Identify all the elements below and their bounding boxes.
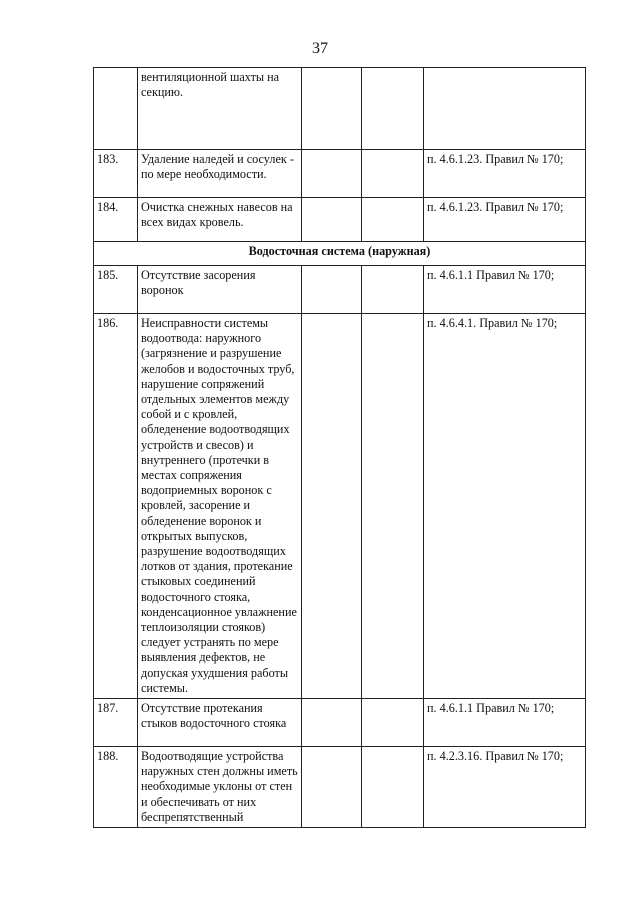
row-description: Удаление наледей и сосулек - по мере необходимости. [138,150,302,198]
row-col4 [362,68,424,150]
row-col4 [362,747,424,828]
row-col4 [362,150,424,198]
table-row [94,68,586,150]
row-reference: п. 4.6.1.23. Правил № 170; [424,198,586,242]
row-col4 [362,314,424,699]
row-reference: п. 4.6.4.1. Правил № 170; [424,314,586,699]
table-row [94,198,586,242]
row-reference: п. 4.6.1.1 Правил № 170; [424,699,586,747]
row-number: 185. [94,266,138,314]
table-row [94,314,586,699]
row-col3 [302,314,362,699]
row-description: Отсутствие протекания стыков водосточного стояка [138,699,302,747]
row-number [94,68,138,150]
table-row [94,150,586,198]
table-row [94,266,586,314]
row-description: Очистка снежных навесов на всех видах кровель. [138,198,302,242]
row-reference: п. 4.6.1.1 Правил № 170; [424,266,586,314]
row-reference: п. 4.2.3.16. Правил № 170; [424,747,586,828]
row-col3 [302,198,362,242]
requirements-table [93,67,586,828]
row-description: Отсутствие засорения воронок [138,266,302,314]
section-title: Водосточная система (наружная) [94,242,586,266]
row-col3 [302,68,362,150]
row-number: 186. [94,314,138,699]
row-col3 [302,150,362,198]
row-description: Водоотводящие устройства наружных стен должны иметь необходимые уклоны от стен и обеспечивать от них беспрепятственный [138,747,302,828]
row-number: 188. [94,747,138,828]
row-number: 187. [94,699,138,747]
row-col3 [302,266,362,314]
row-col4 [362,198,424,242]
row-reference: п. 4.6.1.23. Правил № 170; [424,150,586,198]
row-number: 184. [94,198,138,242]
row-description: вентиляционной шахты на секцию. [138,68,302,150]
row-col4 [362,266,424,314]
row-col4 [362,699,424,747]
row-description: Неисправности системы водоотвода: наружного (загрязнение и разрушение желобов и водосточных труб, нарушение сопряжений отдельных элементов между собой и с кровлей, обледенение водоотводящих устройств и свесов) и внутреннего (протечки в местах сопряжения водоприемных воронок с кровлей, засорение и обледенение воронок и открытых выпусков, разрушение водоотводящих лотков от здания, протекание стыковых соединений водосточного стояка, конденсационное увлажнение теплоизоляции стояков) следует устранять по мере выявления дефектов, не допуская ухудшения работы системы. [138,314,302,699]
row-reference [424,68,586,150]
table-row [94,747,586,828]
page-number: 37 [312,40,328,57]
section-header-row [94,242,586,266]
row-col3 [302,747,362,828]
row-number: 183. [94,150,138,198]
row-col3 [302,699,362,747]
table-row [94,699,586,747]
